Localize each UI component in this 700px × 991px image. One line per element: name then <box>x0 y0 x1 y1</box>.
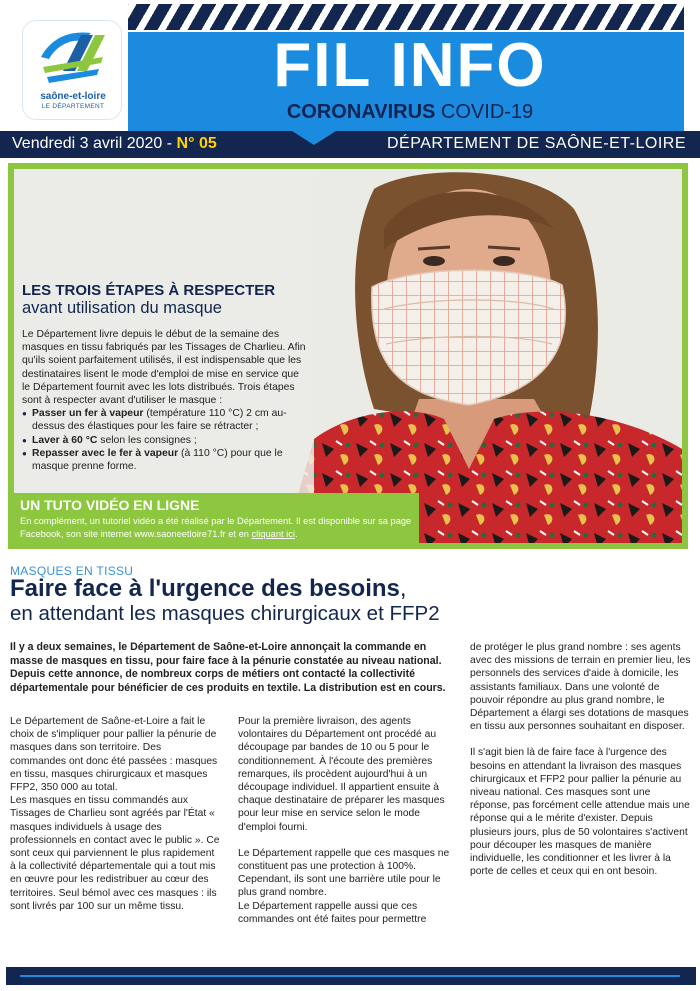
article-lead: Il y a deux semaines, le Département de Saône-et-Loire annonçait la commande en masse de masques en tissu, pour faire face à la pénurie constatée au niveau national. Depuis cette annonce, de nombreux corps de métiers ont contacté la collectivité départementale pour bénéficier de ces produits en textile. La distribution est en cours. <box>10 641 446 694</box>
article-title-rest: , <box>399 575 407 602</box>
step-text: (à 110 °C) pour que le masque prenne forme. <box>32 447 283 473</box>
article-title <box>10 576 690 602</box>
paragraph: Le Département rappelle que ces masques ne constituent pas une protection à 100%. Cependant, ils sont une barrière utile pour le plus grand nombre. <box>238 847 450 899</box>
tutorial-link[interactable]: cliquant ici <box>251 528 295 539</box>
video-tutorial-heading: UN TUTO VIDÉO EN LIGNE <box>20 497 200 513</box>
video-tutorial-text <box>20 515 420 540</box>
tutorial-end: . <box>294 528 298 539</box>
steps-intro: Le Département livre depuis le début de la semaine des masques en tissu fabriqués par les Tissages de Charlieu. Afin qu'ils soient parfaitement utilisés, il est indispensable que les destinataires lisent le mode d'emploi de mise en service que le Département fournit avec les lots distribués. Trois étapes sont à respecter avant d'utiliser le masque : <box>22 329 306 407</box>
department-logo[interactable] <box>22 20 122 120</box>
step-item <box>22 434 308 447</box>
newsletter-subtitle <box>150 100 670 124</box>
step-text: selon les consignes ; <box>97 434 197 446</box>
footer-accent-line <box>20 975 680 977</box>
article-column-3 <box>470 641 692 878</box>
department-label: DÉPARTEMENT DE SAÔNE-ET-LOIRE <box>387 135 686 152</box>
issue-number: N° 05 <box>176 135 217 152</box>
step-item <box>22 447 308 473</box>
header-notch <box>292 131 336 145</box>
video-tutorial-box <box>14 493 419 543</box>
step-bold: Laver à 60 °C <box>32 434 98 446</box>
date-text: Vendredi 3 avril 2020 - <box>12 135 177 152</box>
feature-box <box>8 163 688 549</box>
date-bar <box>0 131 700 158</box>
logo-subtitle: LE DÉPARTEMENT <box>41 103 105 110</box>
masthead <box>0 0 700 158</box>
subtitle-bold: CORONAVIRUS <box>286 101 436 123</box>
header-stripes <box>128 4 684 30</box>
paragraph: Le Département rappelle aussi que ces commandes ont été faites pour permettre <box>238 900 427 925</box>
steps-heading: LES TROIS ÉTAPES À RESPECTER <box>22 282 276 299</box>
step-text: (température 110 °C) 2 cm au-dessus des élastiques pour les faire se rétracter ; <box>32 408 287 433</box>
article-kicker: MASQUES EN TISSU <box>10 564 134 578</box>
article-column-2 <box>238 715 456 926</box>
logo-name: saône-et-loire <box>40 91 106 102</box>
step-bold: Passer un fer à vapeur <box>32 408 144 420</box>
paragraph-gap <box>238 834 456 847</box>
paragraph: Le Département de Saône-et-Loire a fait le choix de s'impliquer pour pallier la pénurie de masques dans son territoire. Des commandes ont donc été passées : masques en tissu, masques chirurgicaux et masques FFP2, 350 000 au total. <box>10 716 218 794</box>
article-subtitle: en attendant les masques chirurgicaux et FFP2 <box>10 602 440 625</box>
footer-bar <box>6 967 696 985</box>
steps-subheading: avant utilisation du masque <box>22 299 222 317</box>
steps-list <box>22 407 308 473</box>
article-column-1 <box>10 715 220 913</box>
tutorial-body: En complément, un tutoriel vidéo a été réalisé par le Département. Il est disponible sur sa page Facebook, son site internet www.saoneetloire71.fr et en <box>20 516 412 539</box>
department-logo-icon <box>33 27 113 89</box>
issue-date <box>12 135 217 153</box>
paragraph-gap <box>470 733 692 746</box>
paragraph: Les masques en tissu commandés aux Tissages de Charlieu sont agréés par l'État « masques individuels à usage des professionnels en contact avec le public ». Ce sont ceux qui parviennent le plus rapidement à la collectivité départementale qui a tout mis en œuvre pour les redistribuer au cœur des territoires. Seul bémol avec ces masques : ils sont livrés par 100 sur un même tissu. <box>10 795 220 912</box>
step-item <box>22 407 308 433</box>
step-bold: Repasser avec le fer à vapeur <box>32 447 179 459</box>
article-title-bold: Faire face à l'urgence des besoins <box>10 575 400 602</box>
newsletter-title: FIL INFO <box>273 31 547 100</box>
paragraph: de protéger le plus grand nombre : ses agents avec des missions de terrain en premier lieu, les personnels des services d'aide à domicile, les assistants familiaux. Dans une volonté de pouvoir répondre au plus grand nombre, le Département a élargi ses dotations de masques en tissu aux personnes souhaitant en disposer. <box>470 642 691 733</box>
paragraph: Pour la première livraison, des agents volontaires du Département ont procédé au découpage par bandes de 10 ou 5 pour le conditionnement. À l'écoute des premières remarques, ils procèdent aujourd'hui à un découpage individuel. Il appartient ensuite à chaque destinataire de préparer les masques pour leur mise en service selon le mode d'emploi fourni. <box>238 716 445 833</box>
steps-panel <box>22 282 308 473</box>
paragraph: Il s'agit bien là de faire face à l'urgence des besoins en attendant la livraison des masques chirurgicaux et FFP2 pour pallier la pénurie au niveau national. Ces masques sont une réponse, pas forcément celle attendue mais une réponse qui a le mérite d'exister. Depuis plusieurs jours, plus de 50 volontaires s'activent pour découper les masques de manière individuelle, les conditionner et les livrer à la porte de celles et ceux qui en ont besoin. <box>470 747 690 878</box>
subtitle-rest: COVID-19 <box>435 101 534 123</box>
